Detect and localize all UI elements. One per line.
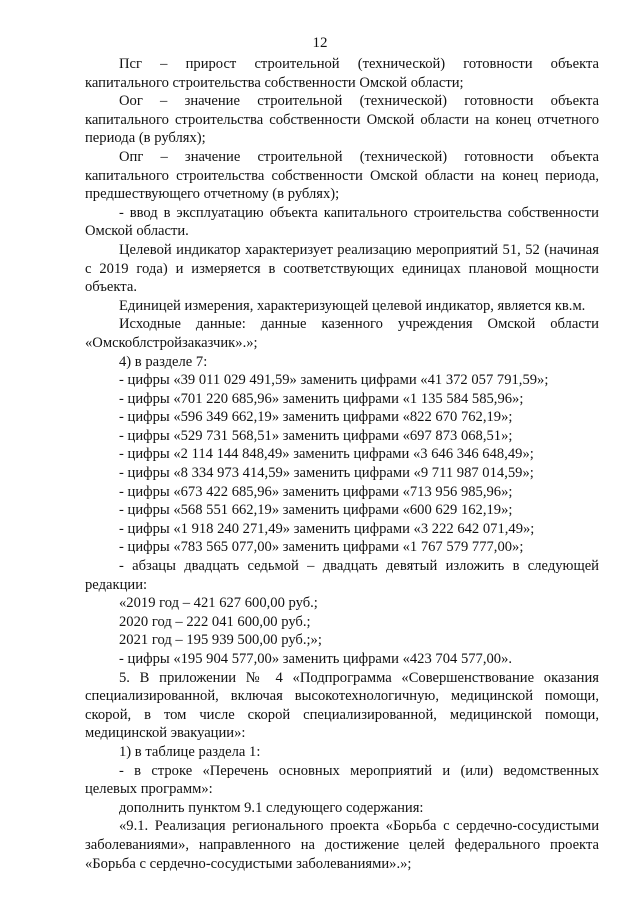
definition-opg: Опг – значение строительной (технической) готовности объекта капитального строительства собственности Омской области на конец периода, предшествующего отчетному (в рублях);: [85, 148, 599, 203]
list-item: - цифры «596 349 662,19» заменить цифрами «822 670 762,19»;: [119, 409, 513, 426]
source-data: Исходные данные: данные казенного учреждения Омской области «Омскоблстройзаказчик».»;: [85, 316, 599, 351]
target-indicator-description: Целевой индикатор характеризует реализацию мероприятий 51, 52 (начиная с 2019 года) и измеряется в соответствующих единицах плановой мощности объекта.: [85, 241, 599, 296]
list-item: - цифры «1 918 240 271,49» заменить цифрами «3 222 642 071,49»;: [119, 520, 535, 537]
list-item: - абзацы двадцать седьмой – двадцать девятый изложить в следующей редакции:: [85, 558, 599, 593]
unit-of-measure: Единицей измерения, характеризующей целевой индикатор, является кв.м.: [119, 297, 586, 314]
document-body: [85, 55, 599, 873]
commissioning-item: - ввод в эксплуатацию объекта капитального строительства собственности Омской области.: [85, 204, 599, 240]
list-item: - цифры «529 731 568,51» заменить цифрами «697 873 068,51»;: [119, 427, 513, 444]
item-9-1: «9.1. Реализация регионального проекта «Борьба с сердечно-сосудистыми заболеваниями», направленного на достижение целей федерального проекта «Борьба с сердечно-сосудистыми заболеваниями».»;: [85, 818, 599, 872]
list-item: - цифры «673 422 685,96» заменить цифрами «713 956 985,96»;: [119, 483, 513, 500]
appendix-4-item: 5. В приложении № 4 «Подпрограмма «Совершенствование оказания специализированной, включая высокотехнологичную, медицинской помощи, скорой, в том числе скорой специализированной, медицинской помощи, медицинской эвакуации»:: [85, 669, 599, 742]
year-amount-2021: 2021 год – 195 939 500,00 руб.;»;: [119, 632, 322, 649]
year-amount-2020: 2020 год – 222 041 600,00 руб.;: [119, 613, 311, 630]
list-item: - цифры «783 565 077,00» заменить цифрами «1 767 579 777,00»;: [119, 539, 524, 556]
list-item: - цифры «701 220 685,96» заменить цифрами «1 135 584 585,96»;: [119, 390, 524, 407]
year-amount-2019: «2019 год – 421 627 600,00 руб.;: [119, 595, 318, 612]
section-7-heading: 4) в разделе 7:: [119, 353, 208, 370]
list-item: - цифры «8 334 973 414,59» заменить цифрами «9 711 987 014,59»;: [119, 465, 534, 482]
definition-psg: Псг – прирост строительной (технической) готовности объекта капитального строительства собственности Омской области;: [85, 56, 599, 91]
list-item: - цифры «39 011 029 491,59» заменить цифрами «41 372 057 791,59»;: [119, 372, 549, 389]
section-1-table-heading: 1) в таблице раздела 1:: [119, 743, 261, 760]
list-item: - цифры «2 114 144 848,49» заменить цифрами «3 646 346 648,49»;: [119, 446, 534, 463]
list-item: - цифры «195 904 577,00» заменить цифрами «423 704 577,00».: [119, 651, 513, 667]
page-number: 12: [312, 35, 328, 51]
definition-oog: Оог – значение строительной (технической) готовности объекта капитального строительства собственности Омской области на конец отчетного периода (в рублях);: [85, 93, 599, 147]
supplement-instruction: дополнить пунктом 9.1 следующего содержания:: [119, 799, 424, 816]
list-item: - цифры «568 551 662,19» заменить цифрами «600 629 162,19»;: [119, 502, 513, 519]
list-item: - в строке «Перечень основных мероприятий и (или) ведомственных целевых программ»:: [85, 762, 599, 798]
